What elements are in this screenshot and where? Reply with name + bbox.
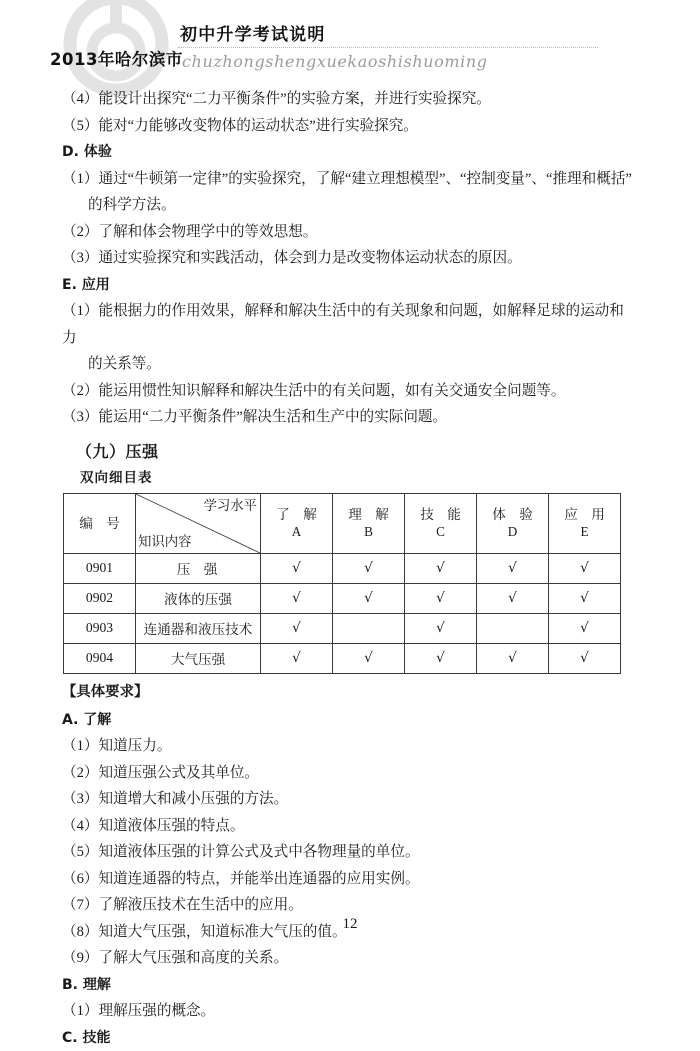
body-line: （3）能运用“二力平衡条件”解决生活和生产中的实际问题。 — [62, 404, 632, 431]
cell-check-a: √ — [261, 613, 333, 643]
cell-check-b: √ — [333, 553, 405, 583]
cell-check-d: √ — [477, 583, 549, 613]
cell-check-b: √ — [333, 583, 405, 613]
corner-label-learning-level: 学习水平 — [203, 498, 257, 513]
cell-check-e: √ — [549, 643, 621, 673]
requirement-line: （9）了解大气压强和高度的关系。 — [62, 945, 632, 972]
cell-check-c: √ — [405, 553, 477, 583]
body-line: （1）通过“牛顿第一定律”的实验探究，了解“建立理想模型”、“控制变量”、“推理和概括” — [62, 166, 632, 193]
cell-check-a: √ — [261, 553, 333, 583]
requirement-subheading: A. 了解 — [62, 707, 632, 734]
table-header-corner-split-cell — [136, 493, 261, 553]
masthead-year-city: 2013年哈尔滨市 — [50, 46, 183, 70]
cell-topic: 大气压强 — [136, 643, 261, 673]
cell-check-c: √ — [405, 643, 477, 673]
table-header-id: 编 号 — [64, 493, 136, 553]
requirement-line: （1）知道压力。 — [62, 733, 632, 760]
requirement-subheading: B. 理解 — [62, 972, 632, 999]
page-number: 12 — [0, 916, 700, 933]
cell-id: 0904 — [64, 643, 136, 673]
body-paragraph-list — [62, 86, 632, 431]
body-line: （4）能设计出探究“二力平衡条件”的实验方案，并进行实验探究。 — [62, 86, 632, 113]
cell-check-a: √ — [261, 583, 333, 613]
cell-check-c: √ — [405, 583, 477, 613]
cell-id: 0901 — [64, 553, 136, 583]
table-header-level-e: 应 用 E — [549, 493, 621, 553]
masthead-pinyin: chuzhongshengxuekaoshishuoming — [182, 52, 488, 71]
cell-id: 0902 — [64, 583, 136, 613]
requirement-line: （2）知道压强公式及其单位。 — [62, 760, 632, 787]
requirement-line: （1）理解压强的概念。 — [62, 998, 632, 1025]
table-header-level-a: 了 解 A — [261, 493, 333, 553]
requirement-line: （3）知道增大和减小压强的方法。 — [62, 786, 632, 813]
body-subheading: D. 体验 — [62, 139, 632, 166]
table-header-level-b: 理 解 B — [333, 493, 405, 553]
masthead-title: 初中升学考试说明 — [180, 20, 326, 45]
two-way-specification-table — [63, 493, 621, 674]
table-row — [64, 643, 621, 673]
section-heading: （九）压强 — [76, 437, 632, 467]
requirements-heading: 【具体要求】 — [62, 678, 632, 707]
requirement-line: （7）了解液压技术在生活中的应用。 — [62, 892, 632, 919]
body-subheading: E. 应用 — [62, 272, 632, 299]
document-masthead — [0, 0, 700, 86]
body-line: （3）通过实验探究和实践活动，体会到力是改变物体运动状态的原因。 — [62, 245, 632, 272]
table-row — [64, 613, 621, 643]
cell-topic: 压 强 — [136, 553, 261, 583]
cell-check-b: √ — [333, 643, 405, 673]
table-row — [64, 583, 621, 613]
requirement-subheading: C. 技能 — [62, 1025, 632, 1051]
cell-topic: 液体的压强 — [136, 583, 261, 613]
cell-empty-d — [477, 613, 549, 643]
cell-check-c: √ — [405, 613, 477, 643]
cell-check-e: √ — [549, 553, 621, 583]
cell-topic: 连通器和液压技术 — [136, 613, 261, 643]
requirements-list — [62, 707, 632, 1051]
content-column — [62, 86, 632, 1051]
table-caption: 双向细目表 — [80, 467, 632, 489]
body-line: （2）了解和体会物理学中的等效思想。 — [62, 219, 632, 246]
requirement-line: （6）知道连通器的特点，并能举出连通器的应用实例。 — [62, 866, 632, 893]
table-row — [64, 553, 621, 583]
cell-check-e: √ — [549, 583, 621, 613]
cell-check-a: √ — [261, 643, 333, 673]
cell-id: 0903 — [64, 613, 136, 643]
table-header-row — [64, 493, 621, 553]
cell-check-e: √ — [549, 613, 621, 643]
cell-check-d: √ — [477, 553, 549, 583]
body-line: （5）能对“力能够改变物体的运动状态”进行实验探究。 — [62, 113, 632, 140]
table-header-level-d: 体 验 D — [477, 493, 549, 553]
body-line: （1）能根据力的作用效果，解释和解决生活中的有关现象和问题，如解释足球的运动和力 — [62, 298, 632, 351]
requirement-line: （4）知道液体压强的特点。 — [62, 813, 632, 840]
masthead-dotted-rule — [178, 47, 598, 48]
cell-check-d: √ — [477, 643, 549, 673]
table-header-level-c: 技 能 C — [405, 493, 477, 553]
corner-label-knowledge-content: 知识内容 — [138, 534, 192, 549]
body-line: （2）能运用惯性知识解释和解决生活中的有关问题，如有关交通安全问题等。 — [62, 378, 632, 405]
body-line: 的关系等。 — [62, 351, 632, 378]
cell-empty-b — [333, 613, 405, 643]
requirement-line: （8）知道大气压强，知道标准大气压的值。 — [62, 919, 632, 946]
page-body — [0, 86, 700, 1051]
body-line: 的科学方法。 — [62, 192, 632, 219]
requirement-line: （5）知道液体压强的计算公式及式中各物理量的单位。 — [62, 839, 632, 866]
